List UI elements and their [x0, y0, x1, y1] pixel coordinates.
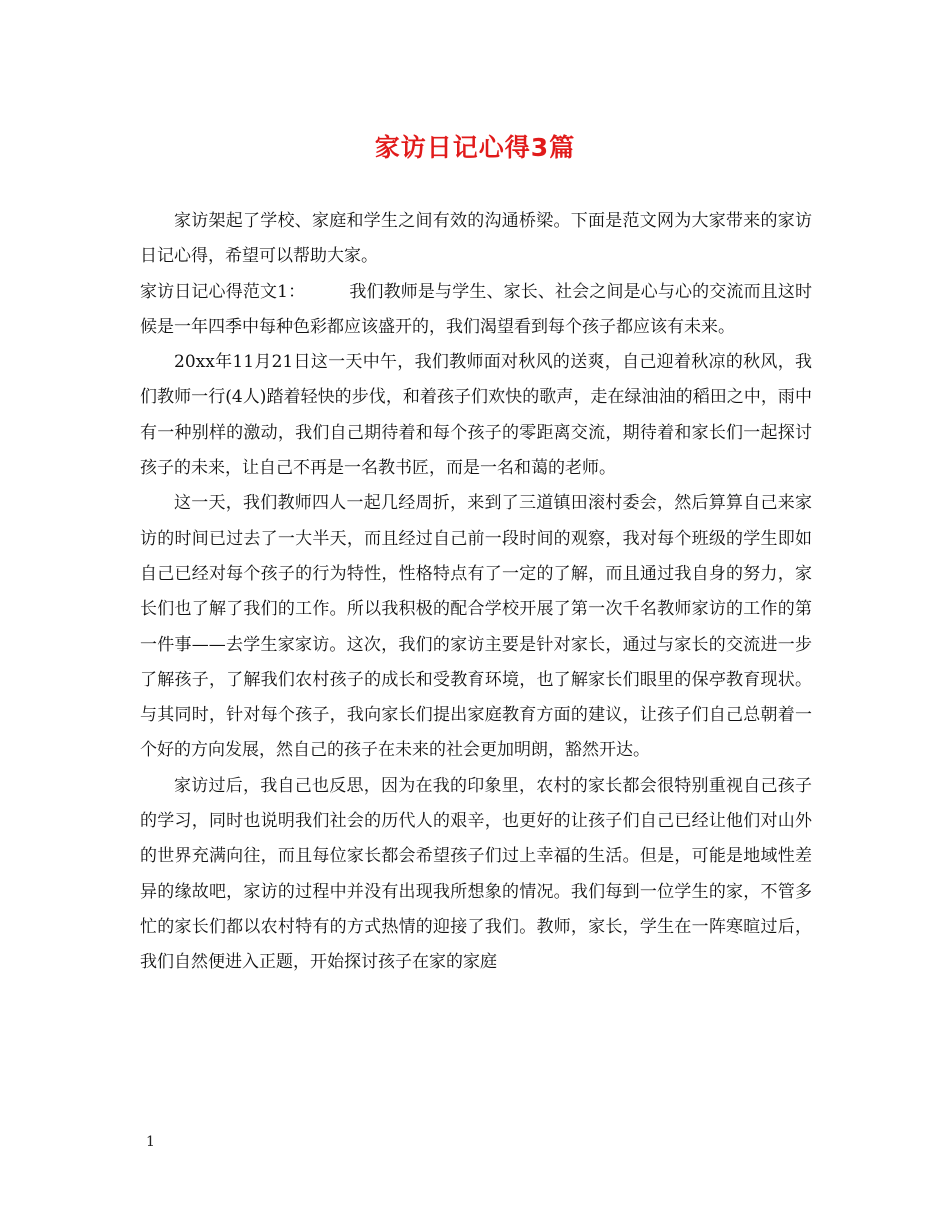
- sample-heading: 家访日记心得范文1：: [140, 281, 306, 302]
- paragraph-intro: 家访架起了学校、家庭和学生之间有效的沟通桥梁。下面是范文网为大家带来的家访日记心得，希望可以帮助大家。: [140, 211, 812, 267]
- sample-1-text: 我们教师是与学生、家长、社会之间是心与心的交流而且这时候是一年四季中每种色彩都应该盛开的，我们渴望看到每个孩子都应该有未来。: [140, 281, 812, 337]
- paragraph-sample-1: [140, 275, 812, 346]
- document-title: 家访日记心得3篇: [374, 133, 576, 162]
- paragraph-reflection: 家访过后，我自己也反思，因为在我的印象里，农村的家长都会很特别重视自己孩子的学习，同时也说明我们社会的历代人的艰辛，也更好的让孩子们自己已经让他们对山外的世界充满向往，而且每位家长都会希望孩子们过上幸福的生活。但是，可能是地域性差异的缘故吧，家访的过程中并没有出现我所想象的情况。我们每到一位学生的家，不管多忙的家长们都以农村特有的方式热情的迎接了我们。教师，家长，学生在一阵寒暄过后，我们自然便进入正题，开始探讨孩子在家的家庭: [140, 775, 812, 973]
- paragraph-visit-day: 这一天，我们教师四人一起几经周折，来到了三道镇田滚村委会，然后算算自己来家访的时间已过去了一大半天，而且经过自己前一段时间的观察，我对每个班级的学生即如自己已经对每个孩子的行为特性，性格特点有了一定的了解，而且通过我自身的努力，家长们也了解了我们的工作。所以我积极的配合学校开展了第一次千名教师家访的工作的第一件事——去学生家家访。这次，我们的家访主要是针对家长，通过与家长的交流进一步了解孩子，了解我们农村孩子的成长和受教育环境，也了解家长们眼里的保亭教育现状。与其同时，针对每个孩子，我向家长们提出家庭教育方面的建议，让孩子们自己总朝着一个好的方向发展，然自己的孩子在未来的社会更加明朗，豁然开达。: [140, 493, 812, 761]
- document-body: [140, 204, 812, 981]
- paragraph-date-visit: 20xx年11月21日这一天中午，我们教师面对秋风的送爽，自己迎着秋凉的秋风，我们教师一行(4人)踏着轻快的步伐，和着孩子们欢快的歌声，走在绿油油的稻田之中，雨中有一种别样的激动，我们自己期待着和每个孩子的零距离交流，期待着和家长们一起探讨孩子的未来，让自己不再是一名教书匠，而是一名和蔼的老师。: [140, 352, 812, 479]
- page-number: 1: [146, 1134, 155, 1150]
